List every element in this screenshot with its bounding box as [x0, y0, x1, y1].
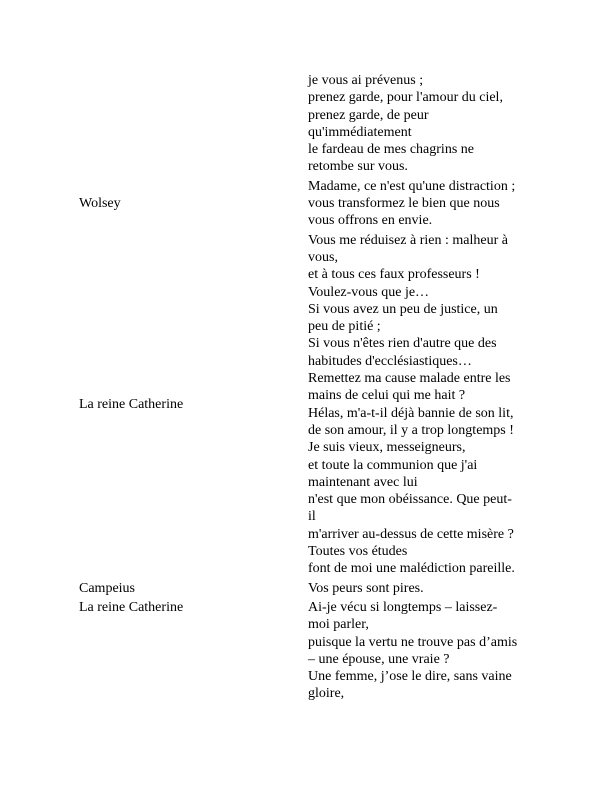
- speech-line: – une épouse, une vraie ?: [308, 651, 450, 667]
- speech-text: [308, 72, 537, 176]
- speech-line: Une femme, j’ose le dire, sans vaine: [308, 669, 512, 685]
- speech-line: maintenant avec lui: [308, 474, 418, 490]
- speech-line: Si vous n'êtes rien d'autre que des: [308, 336, 497, 352]
- speech-line: Vous me réduisez à rien : malheur à: [308, 232, 508, 248]
- dialogue-row: [79, 72, 539, 176]
- speech-text: [308, 580, 537, 597]
- speech-text: [308, 178, 537, 230]
- speech-line: Hélas, m'a-t-il déjà bannie de son lit,: [308, 405, 514, 421]
- speech-text: [308, 232, 537, 578]
- speech-line: je vous ai prévenus ;: [308, 73, 424, 88]
- speaker-name: Wolsey: [79, 196, 121, 212]
- speech-line: n'est que mon obéissance. Que peut-: [308, 492, 512, 508]
- speech-line: peu de pitié ;: [308, 319, 381, 335]
- speech-line: vous transformez le bien que nous: [308, 196, 500, 212]
- dialogue-row: [79, 232, 539, 578]
- dialogue-table: [79, 72, 539, 705]
- dialogue-row: [79, 178, 539, 230]
- speaker-name: La reine Catherine: [79, 599, 184, 615]
- speech-line: moi parler,: [308, 617, 369, 633]
- speech-line: Vos peurs sont pires.: [308, 580, 424, 596]
- speech-line: habitudes d'ecclésiastiques…: [308, 353, 472, 369]
- speech-line: Si vous avez un peu de justice, un: [308, 301, 498, 317]
- speech-line: vous,: [308, 249, 338, 265]
- dialogue-row: [79, 580, 539, 597]
- speech-line: gloire,: [308, 686, 345, 702]
- speech-line: font de moi une malédiction pareille.: [308, 561, 515, 577]
- speech-line: Madame, ce n'est qu'une distraction ;: [308, 178, 516, 194]
- speech-line: Voulez-vous que je…: [308, 284, 430, 300]
- speech-line: le fardeau de mes chagrins ne: [308, 142, 474, 158]
- speaker-name: Campeius: [79, 580, 135, 596]
- speech-line: prenez garde, pour l'amour du ciel,: [308, 90, 503, 106]
- speech-line: retombe sur vous.: [308, 159, 408, 175]
- speaker-name: La reine Catherine: [79, 396, 184, 412]
- speech-line: et toute la communion que j'ai: [308, 457, 478, 473]
- speech-line: il: [308, 509, 316, 525]
- speech-line: Toutes vos études: [308, 544, 408, 560]
- speech-line: et à tous ces faux professeurs !: [308, 267, 480, 283]
- speech-line: Je suis vieux, messeigneurs,: [308, 440, 466, 456]
- speech-line: de son amour, il y a trop longtemps !: [308, 422, 514, 438]
- speech-line: Ai-je vécu si longtemps – laissez-: [308, 599, 498, 615]
- speech-line: mains de celui qui me hait ?: [308, 388, 466, 404]
- speech-line: vous offrons en envie.: [308, 213, 433, 229]
- speech-line: Remettez ma cause malade entre les: [308, 371, 511, 387]
- speech-line: m'arriver au-dessus de cette misère ?: [308, 526, 514, 542]
- speech-line: prenez garde, de peur: [308, 107, 429, 123]
- speech-text: [308, 599, 537, 703]
- dialogue-row: [79, 599, 539, 703]
- speech-line: qu'immédiatement: [308, 124, 412, 140]
- speech-line: puisque la vertu ne trouve pas d’amis: [308, 634, 518, 650]
